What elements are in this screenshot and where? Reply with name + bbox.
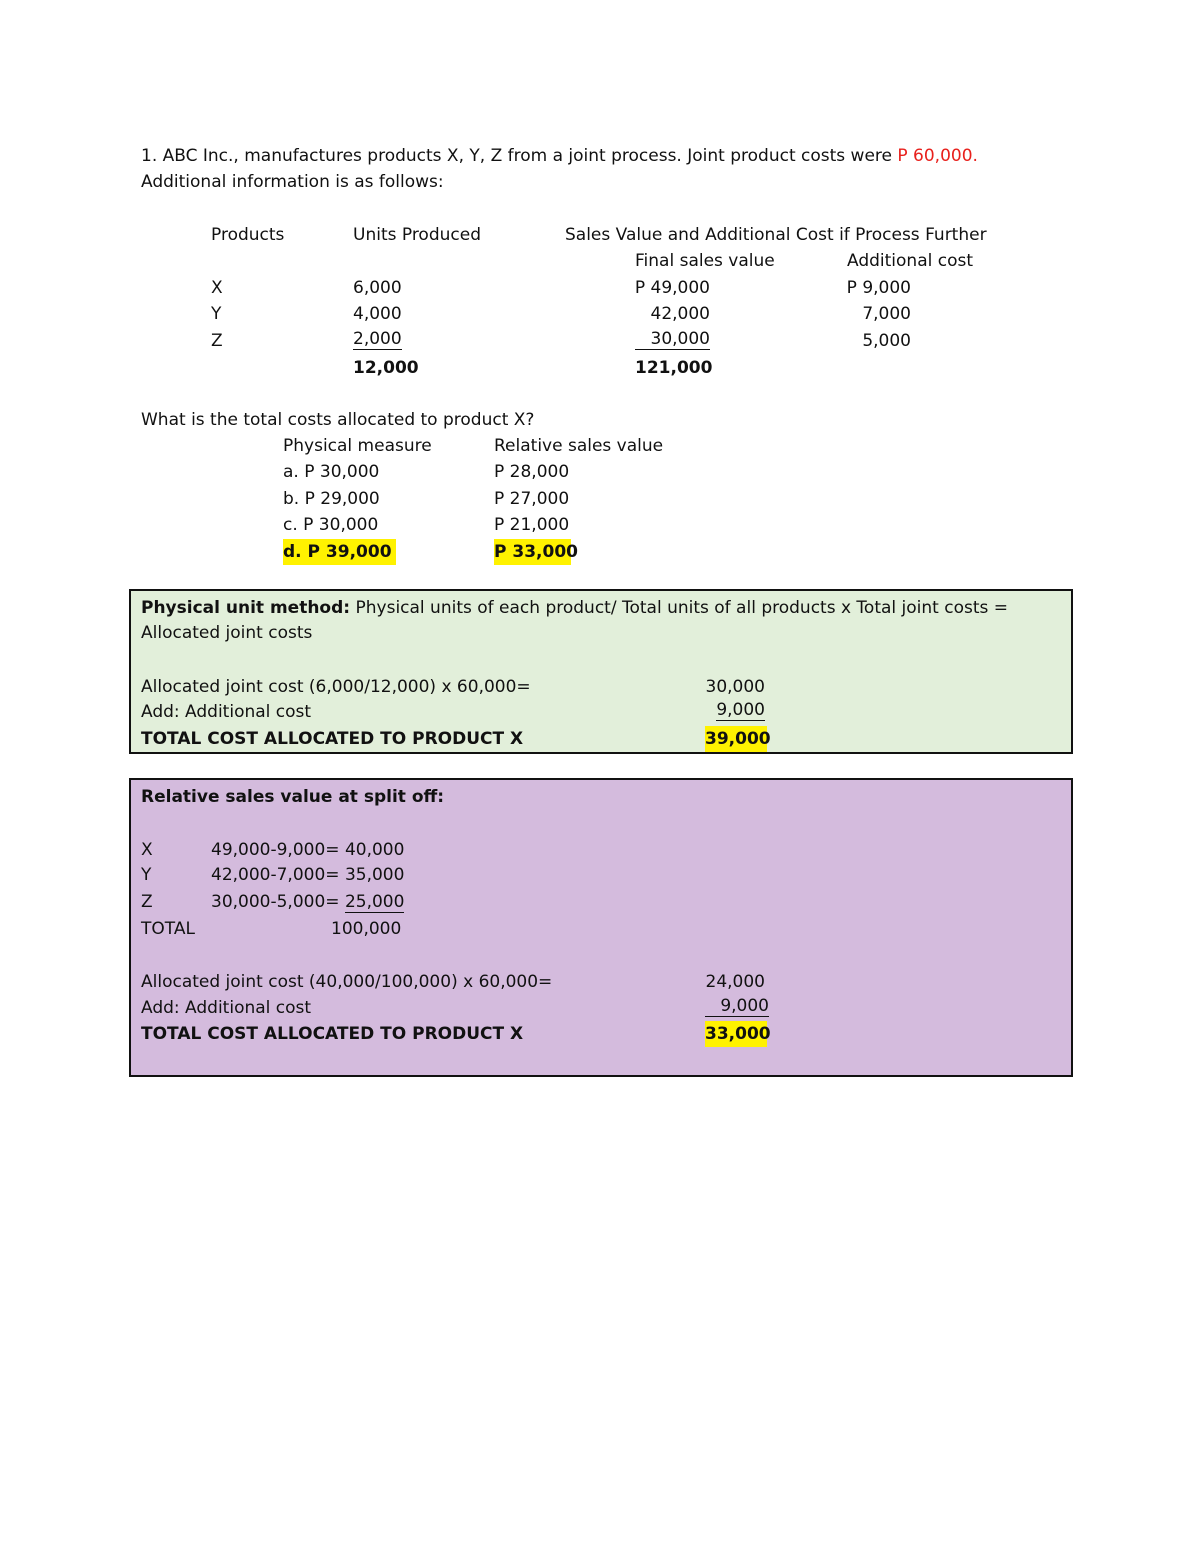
physical-add-label: Add: Additional cost: [141, 702, 312, 722]
physical-alloc-label: Allocated joint cost (6,000/12,000) x 60,000=: [141, 677, 531, 697]
relative-total-label: TOTAL: [141, 919, 195, 939]
relative-row-z-calc: [211, 891, 404, 913]
choice-d-physical-correct: d. P 39,000: [283, 539, 396, 565]
physical-alloc-value: 30,000: [705, 677, 765, 697]
header-sales-value-group: Sales Value and Additional Cost if Process Further: [565, 225, 987, 245]
relative-method-title: Relative sales value at split off:: [141, 787, 445, 807]
relative-row-z-product: Z: [141, 892, 153, 912]
header-additional-cost: Additional cost: [847, 251, 974, 271]
row-z-additional-cost: 5,000: [862, 331, 911, 351]
choices-header-relative: Relative sales value: [494, 436, 664, 456]
physical-total-value: 39,000: [705, 726, 767, 752]
choices-header-physical: Physical measure: [283, 436, 432, 456]
question-line-2: Additional information is as follows:: [141, 172, 444, 192]
total-final-sales: 121,000: [635, 358, 713, 378]
choice-a-relative: P 28,000: [494, 462, 570, 482]
question-prompt: What is the total costs allocated to product X?: [141, 410, 535, 430]
choice-c-relative: P 21,000: [494, 515, 570, 535]
header-products: Products: [211, 225, 285, 245]
relative-add-label: Add: Additional cost: [141, 998, 312, 1018]
relative-row-x-result: 40,000: [344, 840, 405, 860]
joint-cost-amount: P 60,000.: [897, 146, 978, 166]
row-z-final-sales: 30,000: [635, 330, 710, 350]
row-x-additional-cost: P 9,000: [846, 278, 911, 298]
relative-final-value: 33,000: [705, 1021, 767, 1047]
relative-row-y-formula: 42,000-7,000=: [211, 865, 345, 885]
row-y-product: Y: [211, 304, 222, 324]
row-z-units: 2,000: [353, 329, 402, 349]
choice-d-relative-correct: P 33,000: [494, 539, 571, 565]
physical-method-title: Physical unit method:: [141, 598, 351, 618]
physical-method-definition: [141, 597, 1008, 619]
relative-row-z-result: 25,000: [344, 892, 405, 912]
row-y-units: 4,000: [353, 304, 402, 324]
row-y-additional-cost: 7,000: [862, 304, 911, 324]
relative-row-x-calc: [211, 839, 404, 861]
relative-alloc-label: Allocated joint cost (40,000/100,000) x 60,000=: [141, 972, 553, 992]
choice-c-physical: c. P 30,000: [283, 515, 379, 535]
physical-total-label: TOTAL COST ALLOCATED TO PRODUCT X: [141, 729, 524, 749]
row-y-final-sales: 42,000: [650, 304, 710, 324]
relative-row-x-formula: 49,000-9,000=: [211, 840, 345, 860]
relative-row-x-product: X: [141, 840, 153, 860]
relative-total-value: 100,000: [331, 919, 402, 939]
row-x-product: X: [211, 278, 223, 298]
choice-b-relative: P 27,000: [494, 489, 570, 509]
relative-final-label: TOTAL COST ALLOCATED TO PRODUCT X: [141, 1024, 524, 1044]
physical-add-value: 9,000: [716, 700, 765, 720]
row-x-units: 6,000: [353, 278, 402, 298]
choice-a-physical: a. P 30,000: [283, 462, 380, 482]
physical-method-desc-2: Allocated joint costs: [141, 623, 313, 643]
question-line-1: [141, 145, 978, 167]
relative-row-y-result: 35,000: [344, 865, 405, 885]
row-x-final-sales: P 49,000: [634, 278, 710, 298]
row-z-product: Z: [211, 331, 223, 351]
header-units-produced: Units Produced: [353, 225, 481, 245]
choice-b-physical: b. P 29,000: [283, 489, 380, 509]
header-final-sales-value: Final sales value: [635, 251, 775, 271]
relative-row-y-calc: [211, 864, 404, 886]
question-text: 1. ABC Inc., manufactures products X, Y, Z from a joint process. Joint product costs were: [141, 146, 898, 166]
relative-row-z-formula: 30,000-5,000=: [211, 892, 345, 912]
relative-row-y-product: Y: [141, 865, 152, 885]
physical-method-desc: Physical units of each product/ Total units of all products x Total joint costs =: [350, 598, 1009, 618]
total-units: 12,000: [353, 358, 419, 378]
relative-add-value: 9,000: [705, 997, 769, 1017]
relative-alloc-value: 24,000: [705, 972, 765, 992]
